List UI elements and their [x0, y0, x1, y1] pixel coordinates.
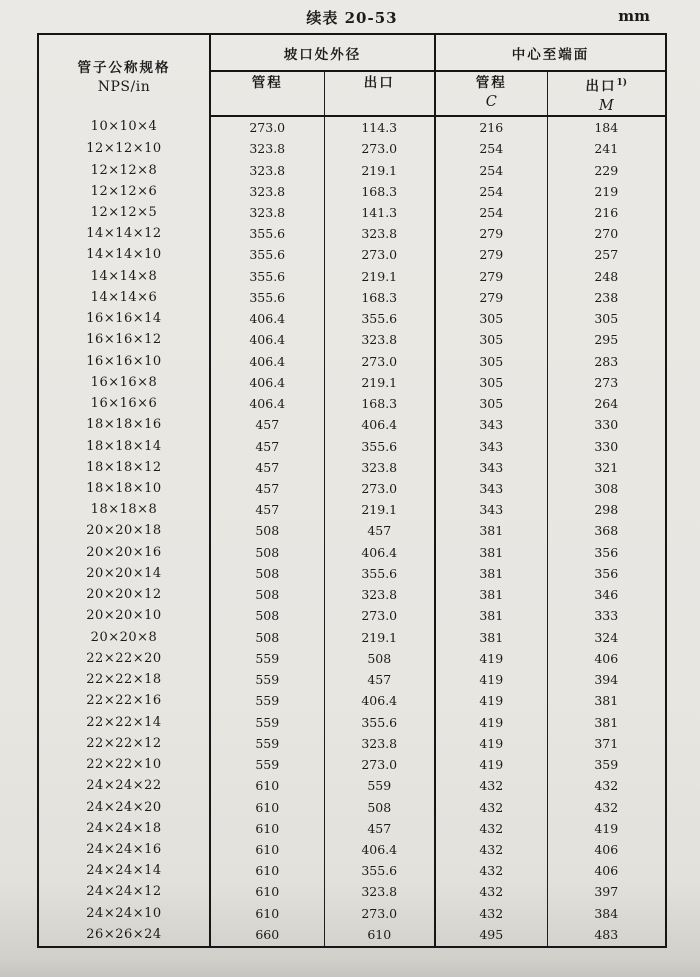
table-cell: 18×18×12	[38, 457, 210, 478]
table-cell: 323.8	[324, 457, 435, 478]
table-cell: 406.4	[210, 372, 324, 393]
table-cell: 168.3	[324, 287, 435, 308]
header-group-row	[38, 34, 666, 71]
table-cell: 323.8	[324, 733, 435, 754]
table-cell: 610	[210, 775, 324, 796]
table-cell: 457	[324, 669, 435, 690]
table-cell: 432	[435, 903, 547, 924]
table-cell: 273	[594, 374, 619, 390]
table-cell: 457	[210, 478, 324, 499]
table-cell: 279	[435, 266, 547, 287]
table-cell: 184	[594, 119, 619, 135]
table-cell: 406.4	[210, 329, 324, 350]
table-cell: 457	[210, 457, 324, 478]
table-row	[38, 648, 666, 669]
table-row	[38, 711, 666, 732]
table-cell: 16×16×8	[38, 372, 210, 393]
table-cell: 323.8	[210, 202, 324, 223]
table-cell: 406.4	[324, 690, 435, 711]
table-cell: 610	[210, 818, 324, 839]
table-cell: 248	[594, 268, 619, 284]
column-header-run-c: 管程 C	[435, 71, 547, 116]
table-cell: 305	[435, 351, 547, 372]
table-cell: 24×24×20	[38, 796, 210, 817]
table-cell: 508	[210, 605, 324, 626]
table-cell: 279	[435, 223, 547, 244]
table-row	[38, 733, 666, 754]
table-cell: 18×18×8	[38, 499, 210, 520]
table-cell: 330	[594, 438, 619, 454]
table-cell: 381	[435, 563, 547, 584]
table-cell: 330	[594, 417, 619, 433]
table-row	[38, 542, 666, 563]
table-row	[38, 520, 666, 541]
table-cell: 16×16×12	[38, 329, 210, 350]
table-body	[38, 116, 666, 948]
table-cell: 273.0	[324, 478, 435, 499]
table-cell: 343	[435, 457, 547, 478]
table-row	[38, 903, 666, 924]
table-cell: 24×24×14	[38, 860, 210, 881]
table-row	[38, 563, 666, 584]
table-cell: 323.8	[210, 159, 324, 180]
table-cell: 264	[594, 396, 619, 412]
table-cell: 141.3	[324, 202, 435, 223]
table-cell: 279	[435, 244, 547, 265]
column-header-nps-en: NPS/in	[97, 78, 151, 95]
table-cell: 323.8	[324, 584, 435, 605]
table-row	[38, 605, 666, 626]
table-cell: 14×14×12	[38, 223, 210, 244]
table-cell: 295	[594, 332, 619, 348]
table-cell: 216	[435, 116, 547, 139]
table-cell: 419	[435, 711, 547, 732]
table-row	[38, 669, 666, 690]
table-row	[38, 478, 666, 499]
table-cell: 219	[594, 183, 619, 199]
table-cell: 219.1	[324, 372, 435, 393]
table-cell: 355.6	[324, 860, 435, 881]
table-cell: 18×18×16	[38, 414, 210, 435]
table-cell: 24×24×16	[38, 839, 210, 860]
table-cell: 323.8	[210, 181, 324, 202]
column-header-outlet-od: 出口	[324, 71, 435, 116]
table-row	[38, 223, 666, 244]
table-cell: 394	[594, 672, 619, 688]
table-cell: 273.0	[210, 116, 324, 139]
table-cell: 219.1	[324, 159, 435, 180]
table-cell: 305	[435, 308, 547, 329]
table-cell: 368	[594, 523, 619, 539]
table-cell: 10×10×4	[38, 116, 210, 139]
table-cell: 343	[435, 499, 547, 520]
table-cell: 419	[435, 648, 547, 669]
table-cell: 22×22×20	[38, 648, 210, 669]
table-cell: 20×20×8	[38, 627, 210, 648]
table-cell: 432	[594, 799, 619, 815]
table-cell: 508	[210, 563, 324, 584]
table-cell: 356	[594, 565, 619, 581]
table-cell: 457	[210, 499, 324, 520]
table-cell: 381	[435, 520, 547, 541]
footnote-marker: 1)	[616, 78, 628, 88]
table-cell: 216	[594, 204, 619, 220]
table-cell: 12×12×6	[38, 181, 210, 202]
table-cell: 16×16×14	[38, 308, 210, 329]
table-cell: 406.4	[210, 393, 324, 414]
table-cell: 371	[594, 735, 619, 751]
table-cell: 20×20×18	[38, 520, 210, 541]
table-cell: 406	[594, 842, 619, 857]
table-cell: 356	[594, 544, 619, 560]
table-row	[38, 881, 666, 902]
table-cell: 333	[594, 608, 619, 624]
table-cell: 397	[594, 884, 619, 900]
table-header	[38, 34, 666, 116]
table-cell: 495	[435, 924, 547, 947]
table-cell: 273.0	[324, 903, 435, 924]
table-cell: 419	[435, 754, 547, 775]
table-cell: 381	[435, 605, 547, 626]
table-cell: 355.6	[324, 435, 435, 456]
table-row	[38, 393, 666, 414]
table-row	[38, 287, 666, 308]
table-cell: 406.4	[324, 839, 435, 860]
table-cell: 305	[435, 329, 547, 350]
table-row	[38, 796, 666, 817]
table-cell: 355.6	[210, 287, 324, 308]
table-cell: 20×20×12	[38, 584, 210, 605]
table-cell: 406.4	[324, 542, 435, 563]
table-cell: 254	[435, 181, 547, 202]
table-cell: 381	[435, 542, 547, 563]
table-cell: 254	[435, 202, 547, 223]
table-cell: 406.4	[210, 308, 324, 329]
table-cell: 273.0	[324, 754, 435, 775]
table-cell: 419	[435, 733, 547, 754]
table-cell: 559	[210, 669, 324, 690]
table-cell: 18×18×14	[38, 435, 210, 456]
table-row	[38, 351, 666, 372]
table-cell: 229	[594, 162, 619, 178]
table-cell: 22×22×16	[38, 690, 210, 711]
table-cell: 406	[594, 863, 619, 879]
table-cell: 254	[435, 138, 547, 159]
table-cell: 24×24×22	[38, 775, 210, 796]
table-cell: 457	[324, 818, 435, 839]
table-cell: 432	[435, 818, 547, 839]
table-cell: 114.3	[324, 116, 435, 139]
table-cell: 559	[210, 711, 324, 732]
table-cell: 432	[435, 881, 547, 902]
table-cell: 283	[594, 353, 619, 369]
table-cell: 20×20×14	[38, 563, 210, 584]
column-header-outlet-m: 出口$^{1)}$ M	[547, 71, 666, 116]
table-cell: 238	[594, 289, 619, 305]
table-cell: 305	[435, 393, 547, 414]
table-cell: 559	[210, 648, 324, 669]
table-cell: 12×12×10	[38, 138, 210, 159]
unit-label: mm	[618, 7, 650, 25]
table-cell: 14×14×8	[38, 266, 210, 287]
table-row	[38, 329, 666, 350]
table-cell: 359	[594, 757, 619, 773]
table-row	[38, 266, 666, 287]
table-row	[38, 457, 666, 478]
table-row	[38, 627, 666, 648]
table-cell: 12×12×8	[38, 159, 210, 180]
table-cell: 559	[324, 775, 435, 796]
table-cell: 308	[594, 481, 619, 497]
table-row	[38, 775, 666, 796]
table-cell: 343	[435, 478, 547, 499]
table-cell: 508	[324, 796, 435, 817]
table-cell: 508	[210, 520, 324, 541]
table-cell: 432	[435, 860, 547, 881]
table-cell: 219.1	[324, 266, 435, 287]
table-row	[38, 202, 666, 223]
column-header-nps-cn: 管子公称规格	[77, 59, 171, 76]
table-cell: 305	[435, 372, 547, 393]
table-cell: 22×22×14	[38, 711, 210, 732]
table-cell: 346	[594, 587, 619, 603]
table-cell: 559	[210, 690, 324, 711]
table-row	[38, 116, 666, 139]
table-cell: 219.1	[324, 627, 435, 648]
table-cell: 419	[435, 669, 547, 690]
table-cell: 355.6	[210, 244, 324, 265]
table-cell: 323.8	[324, 329, 435, 350]
table-cell: 508	[324, 648, 435, 669]
table-row	[38, 818, 666, 839]
table-cell: 660	[210, 924, 324, 947]
table-cell: 406.4	[210, 351, 324, 372]
table-cell: 324	[594, 629, 619, 645]
table-cell: 16×16×10	[38, 351, 210, 372]
table-cell: 432	[435, 775, 547, 796]
table-cell: 610	[210, 860, 324, 881]
table-cell: 273.0	[324, 244, 435, 265]
table-cell: 14×14×10	[38, 244, 210, 265]
table-row	[38, 754, 666, 775]
table-cell: 406	[594, 650, 619, 666]
table-cell: 279	[435, 287, 547, 308]
table-row	[38, 690, 666, 711]
table-cell: 241	[594, 141, 619, 157]
table-cell: 508	[210, 542, 324, 563]
table-cell: 355.6	[210, 266, 324, 287]
table-cell: 432	[435, 839, 547, 860]
table-cell: 381	[594, 714, 619, 730]
table-cell: 305	[594, 311, 619, 327]
table-cell: 22×22×18	[38, 669, 210, 690]
table-cell: 273.0	[324, 605, 435, 626]
table-row	[38, 584, 666, 605]
table-cell: 384	[594, 905, 619, 921]
table-row	[38, 181, 666, 202]
table-cell: 22×22×10	[38, 754, 210, 775]
table-cell: 323.8	[324, 881, 435, 902]
table-cell: 508	[210, 584, 324, 605]
table-cell: 26×26×24	[38, 924, 210, 947]
table-cell: 419	[594, 820, 619, 836]
table-cell: 355.6	[324, 308, 435, 329]
table-cell: 343	[435, 435, 547, 456]
table-cell: 321	[594, 459, 619, 475]
column-group-center-to-end: 中心至端面	[435, 34, 666, 71]
table-cell: 419	[435, 690, 547, 711]
column-header-run-od: 管程	[210, 71, 324, 116]
table-cell: 610	[210, 903, 324, 924]
table-cell: 20×20×10	[38, 605, 210, 626]
table-row	[38, 308, 666, 329]
table-row	[38, 159, 666, 180]
table-cell: 273.0	[324, 138, 435, 159]
table-cell: 323.8	[324, 223, 435, 244]
table-cell: 610	[210, 881, 324, 902]
table-cell: 355.6	[324, 711, 435, 732]
pipe-spec-table	[37, 33, 667, 948]
table-cell: 432	[435, 796, 547, 817]
table-cell: 457	[210, 414, 324, 435]
table-row	[38, 860, 666, 881]
table-row	[38, 244, 666, 265]
page-title: 续表 20-53	[306, 9, 398, 27]
table-cell: 343	[435, 414, 547, 435]
table-cell: 559	[210, 733, 324, 754]
table-cell: 381	[435, 584, 547, 605]
table-cell: 508	[210, 627, 324, 648]
table-cell: 14×14×6	[38, 287, 210, 308]
table-cell: 24×24×18	[38, 818, 210, 839]
table-cell: 610	[210, 796, 324, 817]
table-cell: 12×12×5	[38, 202, 210, 223]
table-cell: 323.8	[210, 138, 324, 159]
table-cell: 257	[594, 247, 619, 263]
table-cell: 483	[594, 927, 619, 943]
table-cell: 355.6	[210, 223, 324, 244]
table-cell: 22×22×12	[38, 733, 210, 754]
table-cell: 559	[210, 754, 324, 775]
table-cell: 355.6	[324, 563, 435, 584]
table-cell: 610	[210, 839, 324, 860]
table-cell: 381	[594, 693, 619, 709]
table-cell: 432	[594, 778, 619, 794]
table-row	[38, 499, 666, 520]
table-cell: 20×20×16	[38, 542, 210, 563]
table-row	[38, 138, 666, 159]
column-group-bevel-od: 坡口处外径	[210, 34, 435, 71]
table-cell: 168.3	[324, 393, 435, 414]
page-header	[0, 7, 700, 31]
table-cell: 270	[594, 226, 619, 242]
table-cell: 219.1	[324, 499, 435, 520]
table-cell: 381	[435, 627, 547, 648]
table-row	[38, 435, 666, 456]
table-cell: 610	[324, 924, 435, 947]
table-row	[38, 372, 666, 393]
table-cell: 406.4	[324, 414, 435, 435]
table-cell: 16×16×6	[38, 393, 210, 414]
table-cell: 254	[435, 159, 547, 180]
table-cell: 168.3	[324, 181, 435, 202]
table-row	[38, 924, 666, 947]
table-cell: 298	[594, 502, 619, 518]
table-cell: 457	[210, 435, 324, 456]
table-cell: 24×24×10	[38, 903, 210, 924]
table-cell: 24×24×12	[38, 881, 210, 902]
column-header-nps	[38, 34, 210, 116]
table-row	[38, 414, 666, 435]
table-row	[38, 839, 666, 860]
table-cell: 273.0	[324, 351, 435, 372]
table-cell: 457	[324, 520, 435, 541]
table-cell: 18×18×10	[38, 478, 210, 499]
